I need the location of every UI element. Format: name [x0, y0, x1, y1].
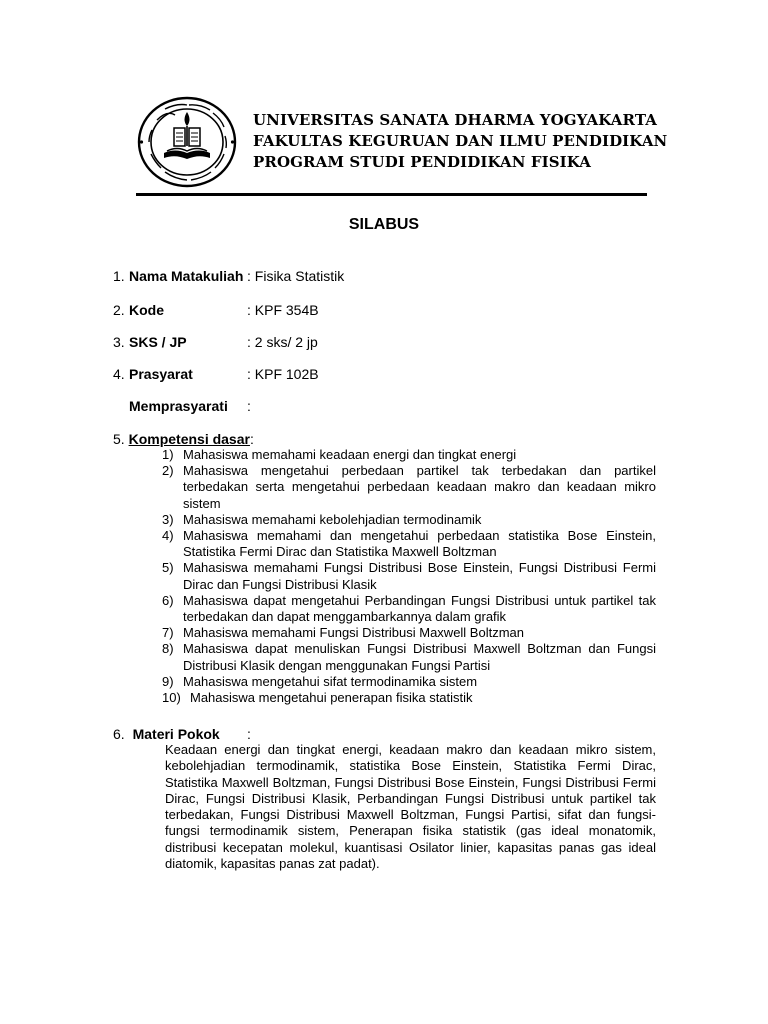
- university-name: UNIVERSITAS SANATA DHARMA YOGYAKARTA: [253, 111, 658, 129]
- materi-text: Keadaan energi dan tingkat energi, keadaan makro dan keadaan mikro sistem, kebolehjadian termodinamik, statistika Bose Einstein, Statistika Fermi Dirac, Statistika Maxwell Boltzman, Fungsi Distribusi Bose Einstein, Fungsi Distribusi Fermi Dirac, Fungsi Distribusi Klasik, Perbandingan Fungsi Distribusi untuk partikel tak terbedakan, Fungsi Distribusi Maxwell Boltzman, Fungsi Partisi, sifat dan fungsi-fungsi termodinamik sistem, Penerapan fisika statistik (gas ideal monatomik, distribusi kecepatan molekul, kuantisasi Osilator linier, kapasitas panas gas ideal diatomik, kapasitas panas zat padat).: [165, 742, 656, 872]
- item-label: Kode: [129, 302, 164, 318]
- faculty-name: FAKULTAS KEGURUAN DAN ILMU PENDIDIKAN: [253, 132, 668, 150]
- program-name: PROGRAM STUDI PENDIDIKAN FISIKA: [253, 153, 592, 171]
- list-number: 5): [162, 560, 174, 576]
- section-label: Kompetensi dasar: [128, 431, 250, 447]
- memprasyarati-value: :: [247, 398, 251, 414]
- list-text: Mahasiswa memahami kebolehjadian termodinamik: [183, 511, 482, 527]
- list-text: Mahasiswa memahami keadaan energi dan tingkat energi: [183, 447, 517, 462]
- list-item: [162, 512, 656, 528]
- list-item: [162, 560, 656, 592]
- list-number: 2): [162, 463, 174, 479]
- list-text: Mahasiswa memahami dan mengetahui perbedaan statistika Bose Einstein, Statistika Fermi Dirac dan Statistika Maxwell Boltzman: [183, 528, 656, 560]
- item-value: : Fisika Statistik: [247, 268, 345, 284]
- list-number: 7): [162, 625, 174, 641]
- list-item: [162, 690, 656, 706]
- credits-row: [113, 334, 318, 350]
- document-title: SILABUS: [348, 216, 420, 233]
- list-text: Mahasiswa mengetahui perbedaan partikel tak terbedakan dan partikel terbedakan serta mengetahui perbedaan keadaan makro dan keadaan mikro sistem: [183, 463, 656, 511]
- item-number: 3.: [113, 334, 125, 350]
- list-item: [162, 641, 656, 673]
- materi-heading: [113, 726, 251, 742]
- list-number: 9): [162, 673, 174, 689]
- memprasyarati-label: Memprasyarati: [129, 398, 228, 414]
- competency-heading: [113, 431, 254, 447]
- list-text: Mahasiswa dapat menuliskan Fungsi Distribusi Maxwell Boltzman dan Fungsi Distribusi Klasik dengan menggunakan Fungsi Partisi: [183, 641, 656, 673]
- item-label: Nama Matakuliah: [129, 268, 244, 284]
- list-number: 1): [162, 447, 174, 462]
- list-item: [162, 674, 656, 690]
- list-number: 10): [162, 690, 181, 706]
- header-divider: [136, 193, 647, 196]
- list-number: 3): [162, 511, 174, 527]
- section-label: Materi Pokok: [132, 726, 220, 742]
- list-text: Mahasiswa dapat mengetahui Perbandingan Fungsi Distribusi untuk partikel tak terbedakan dan dapat menggambarkannya dalam grafik: [183, 592, 656, 625]
- list-text: Mahasiswa memahami Fungsi Distribusi Maxwell Boltzman: [183, 625, 524, 641]
- item-value: : KPF 102B: [247, 366, 319, 382]
- section-number: 6.: [113, 726, 125, 742]
- institution-header: [253, 110, 667, 173]
- item-number: 4.: [113, 366, 125, 382]
- course-name-row: [113, 268, 345, 284]
- item-number: 2.: [113, 302, 125, 318]
- university-seal-logo: [137, 96, 237, 188]
- section-colon: :: [247, 726, 251, 742]
- competency-list: [162, 447, 656, 706]
- list-item: [162, 625, 656, 641]
- list-number: 4): [162, 528, 174, 544]
- item-value: : KPF 354B: [247, 302, 319, 318]
- list-number: 8): [162, 641, 174, 657]
- list-item: [162, 593, 656, 625]
- item-label: SKS / JP: [129, 334, 187, 350]
- prerequisite-row: [113, 366, 319, 382]
- item-number: 1.: [113, 268, 125, 284]
- list-item: [162, 447, 656, 463]
- list-item: [162, 463, 656, 512]
- list-text: Mahasiswa mengetahui sifat termodinamika sistem: [183, 673, 478, 689]
- item-label: Prasyarat: [129, 366, 193, 382]
- item-value: : 2 sks/ 2 jp: [247, 334, 318, 350]
- course-code-row: [113, 302, 319, 318]
- list-number: 6): [162, 592, 174, 608]
- list-text: Mahasiswa memahami Fungsi Distribusi Bose Einstein, Fungsi Distribusi Fermi Dirac dan Fungsi Distribusi Klasik: [183, 560, 656, 592]
- list-item: [162, 528, 656, 560]
- section-number: 5.: [113, 431, 125, 447]
- list-text: Mahasiswa mengetahui penerapan fisika statistik: [190, 690, 473, 706]
- section-colon: :: [249, 431, 254, 447]
